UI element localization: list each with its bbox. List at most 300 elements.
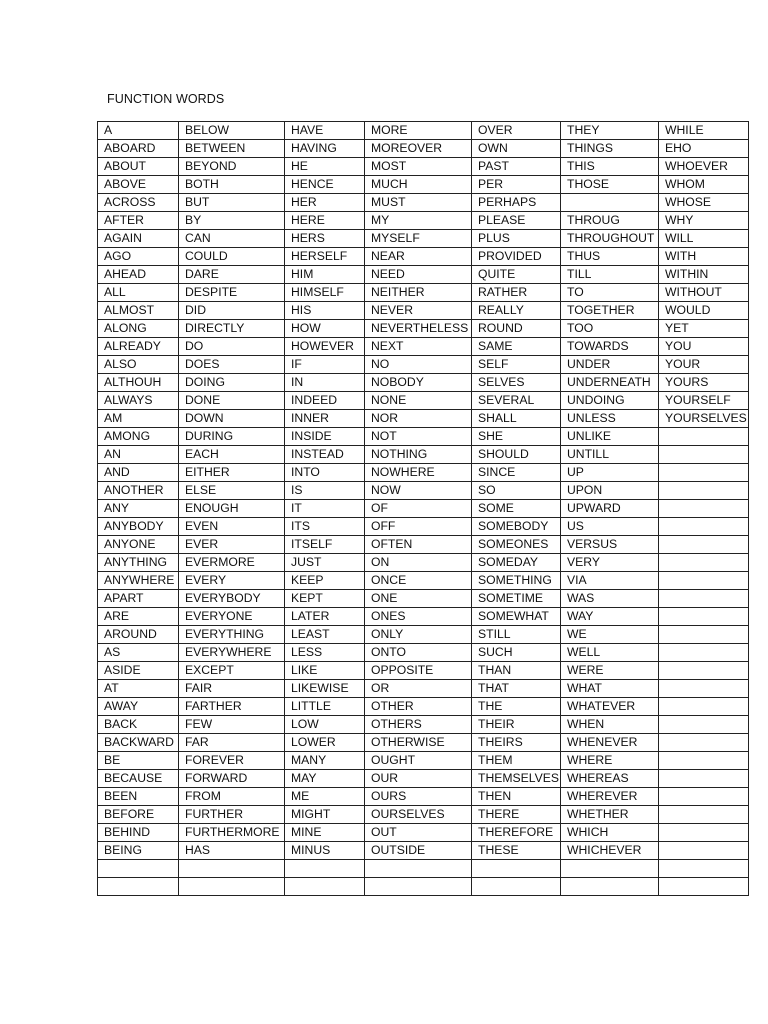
word-cell: FOREVER — [179, 752, 285, 770]
word-cell: HIM — [285, 266, 365, 284]
word-cell: INDEED — [285, 392, 365, 410]
table-row — [98, 194, 749, 212]
word-cell: LITTLE — [285, 698, 365, 716]
word-cell — [659, 734, 749, 752]
word-cell — [659, 716, 749, 734]
word-cell: REALLY — [472, 302, 561, 320]
word-cell: AHEAD — [98, 266, 179, 284]
word-cell: EHO — [659, 140, 749, 158]
word-cell: NOTHING — [365, 446, 472, 464]
word-cell: OUTSIDE — [365, 842, 472, 860]
word-cell: EVERYBODY — [179, 590, 285, 608]
word-cell: ANOTHER — [98, 482, 179, 500]
word-cell — [659, 644, 749, 662]
page-title: FUNCTION WORDS — [107, 92, 225, 106]
word-cell: IN — [285, 374, 365, 392]
word-cell: TILL — [561, 266, 659, 284]
word-cell: HE — [285, 158, 365, 176]
word-cell: WHATEVER — [561, 698, 659, 716]
word-cell — [561, 194, 659, 212]
table-row — [98, 446, 749, 464]
word-cell: WITH — [659, 248, 749, 266]
word-cell: OTHER — [365, 698, 472, 716]
table-row — [98, 536, 749, 554]
word-cell: SOMETHING — [472, 572, 561, 590]
table-row — [98, 806, 749, 824]
word-cell: EVERY — [179, 572, 285, 590]
word-cell: IS — [285, 482, 365, 500]
word-cell — [179, 860, 285, 878]
table-row — [98, 626, 749, 644]
word-cell: THAN — [472, 662, 561, 680]
word-cell: THEM — [472, 752, 561, 770]
word-cell: THAT — [472, 680, 561, 698]
word-cell: SINCE — [472, 464, 561, 482]
table-row — [98, 752, 749, 770]
word-cell: ACROSS — [98, 194, 179, 212]
word-cell: PROVIDED — [472, 248, 561, 266]
word-cell: LEAST — [285, 626, 365, 644]
word-cell: BEYOND — [179, 158, 285, 176]
word-cell: APART — [98, 590, 179, 608]
word-cell: WOULD — [659, 302, 749, 320]
word-cell: HENCE — [285, 176, 365, 194]
word-cell: NOT — [365, 428, 472, 446]
word-cell: ONTO — [365, 644, 472, 662]
word-cell: INNER — [285, 410, 365, 428]
table-row — [98, 230, 749, 248]
word-cell: MINE — [285, 824, 365, 842]
word-cell: SHE — [472, 428, 561, 446]
word-cell: THROUG — [561, 212, 659, 230]
word-cell: AS — [98, 644, 179, 662]
word-cell: ALWAYS — [98, 392, 179, 410]
word-cell: EVERYTHING — [179, 626, 285, 644]
word-cell: NOW — [365, 482, 472, 500]
word-cell — [659, 446, 749, 464]
word-cell: JUST — [285, 554, 365, 572]
table-row — [98, 698, 749, 716]
word-cell: ONCE — [365, 572, 472, 590]
word-cell — [365, 878, 472, 896]
word-cell: YOURSELVES — [659, 410, 749, 428]
word-cell: HERS — [285, 230, 365, 248]
word-cell: BACK — [98, 716, 179, 734]
word-cell: SO — [472, 482, 561, 500]
word-cell — [659, 554, 749, 572]
table-row — [98, 464, 749, 482]
word-cell: AM — [98, 410, 179, 428]
table-row — [98, 788, 749, 806]
word-cell: ABOUT — [98, 158, 179, 176]
word-cell — [659, 698, 749, 716]
word-cell — [659, 626, 749, 644]
word-cell — [365, 860, 472, 878]
word-cell: CAN — [179, 230, 285, 248]
table-row — [98, 860, 749, 878]
word-cell: MAY — [285, 770, 365, 788]
word-cell: WE — [561, 626, 659, 644]
word-cell: UPWARD — [561, 500, 659, 518]
word-cell — [659, 536, 749, 554]
word-cell: UNDERNEATH — [561, 374, 659, 392]
word-cell: AMONG — [98, 428, 179, 446]
word-cell: ONLY — [365, 626, 472, 644]
word-cell: LIKE — [285, 662, 365, 680]
table-row — [98, 734, 749, 752]
table-row — [98, 716, 749, 734]
table-row — [98, 608, 749, 626]
table-row — [98, 428, 749, 446]
word-cell: AGO — [98, 248, 179, 266]
word-cell: QUITE — [472, 266, 561, 284]
word-cell: SELVES — [472, 374, 561, 392]
word-cell: WELL — [561, 644, 659, 662]
word-cell: UNLIKE — [561, 428, 659, 446]
word-cell: NO — [365, 356, 472, 374]
word-cell: LESS — [285, 644, 365, 662]
word-cell: ANYONE — [98, 536, 179, 554]
word-cell: WHILE — [659, 122, 749, 140]
word-cell: UP — [561, 464, 659, 482]
word-cell: WHERE — [561, 752, 659, 770]
word-cell: THROUGHOUT — [561, 230, 659, 248]
table-row — [98, 842, 749, 860]
table-row — [98, 500, 749, 518]
word-cell: BEHIND — [98, 824, 179, 842]
word-cell: OURSELVES — [365, 806, 472, 824]
word-cell: THERE — [472, 806, 561, 824]
word-cell — [659, 428, 749, 446]
word-cell — [179, 878, 285, 896]
word-cell: OFF — [365, 518, 472, 536]
word-cell: DOING — [179, 374, 285, 392]
word-cell: SHOULD — [472, 446, 561, 464]
word-cell: SOMEDAY — [472, 554, 561, 572]
word-cell: FEW — [179, 716, 285, 734]
word-cell: PLEASE — [472, 212, 561, 230]
word-cell — [472, 878, 561, 896]
word-cell: VERY — [561, 554, 659, 572]
word-cell: SHALL — [472, 410, 561, 428]
table-row — [98, 356, 749, 374]
word-cell: LIKEWISE — [285, 680, 365, 698]
word-cell: ALL — [98, 284, 179, 302]
word-cell: THEMSELVES — [472, 770, 561, 788]
word-cell: DOES — [179, 356, 285, 374]
word-cell: NOR — [365, 410, 472, 428]
word-cell — [659, 464, 749, 482]
word-cell: THEIR — [472, 716, 561, 734]
word-cell: PLUS — [472, 230, 561, 248]
word-cell: EVEN — [179, 518, 285, 536]
word-cell: ON — [365, 554, 472, 572]
word-cell: OTHERS — [365, 716, 472, 734]
word-cell: MINUS — [285, 842, 365, 860]
word-cell: NOBODY — [365, 374, 472, 392]
word-cell: WERE — [561, 662, 659, 680]
word-cell: HERE — [285, 212, 365, 230]
word-cell: MORE — [365, 122, 472, 140]
word-cell: THEN — [472, 788, 561, 806]
table-row — [98, 284, 749, 302]
word-cell: MUCH — [365, 176, 472, 194]
word-cell: THEY — [561, 122, 659, 140]
word-cell: BY — [179, 212, 285, 230]
word-cell: BE — [98, 752, 179, 770]
word-cell — [561, 878, 659, 896]
word-cell: HIS — [285, 302, 365, 320]
function-words-table — [97, 121, 749, 896]
word-cell: OFTEN — [365, 536, 472, 554]
word-cell: BELOW — [179, 122, 285, 140]
word-cell: WHOEVER — [659, 158, 749, 176]
word-cell — [98, 878, 179, 896]
word-cell: FURTHER — [179, 806, 285, 824]
word-cell: THINGS — [561, 140, 659, 158]
word-cell: UNDER — [561, 356, 659, 374]
word-cell: ALONG — [98, 320, 179, 338]
word-cell: STILL — [472, 626, 561, 644]
table-row — [98, 590, 749, 608]
word-cell — [659, 752, 749, 770]
word-cell — [472, 860, 561, 878]
word-cell: OWN — [472, 140, 561, 158]
word-cell: THOSE — [561, 176, 659, 194]
word-cell: IF — [285, 356, 365, 374]
table-row — [98, 338, 749, 356]
table-row — [98, 122, 749, 140]
word-cell: ANYBODY — [98, 518, 179, 536]
table-row — [98, 158, 749, 176]
word-cell — [659, 878, 749, 896]
word-cell — [659, 572, 749, 590]
word-cell: THE — [472, 698, 561, 716]
word-cell: OPPOSITE — [365, 662, 472, 680]
word-cell: INSIDE — [285, 428, 365, 446]
word-cell: WHETHER — [561, 806, 659, 824]
word-cell: WILL — [659, 230, 749, 248]
word-cell: ALTHOUH — [98, 374, 179, 392]
word-cell: DID — [179, 302, 285, 320]
word-cell: WHEN — [561, 716, 659, 734]
table-row — [98, 266, 749, 284]
word-cell — [659, 500, 749, 518]
table-row — [98, 302, 749, 320]
word-cell: ENOUGH — [179, 500, 285, 518]
word-cell: A — [98, 122, 179, 140]
table-row — [98, 878, 749, 896]
word-cell: NEVERTHELESS — [365, 320, 472, 338]
word-cell: NOWHERE — [365, 464, 472, 482]
word-cell: NONE — [365, 392, 472, 410]
word-cell: HOWEVER — [285, 338, 365, 356]
word-cell — [659, 680, 749, 698]
table-row — [98, 212, 749, 230]
word-cell: MOST — [365, 158, 472, 176]
word-cell: HAVING — [285, 140, 365, 158]
word-cell: DARE — [179, 266, 285, 284]
word-cell: SOMEWHAT — [472, 608, 561, 626]
word-cell: WHOM — [659, 176, 749, 194]
word-cell — [98, 860, 179, 878]
word-cell: FAR — [179, 734, 285, 752]
word-cell: EVERYONE — [179, 608, 285, 626]
word-cell: ONES — [365, 608, 472, 626]
word-cell: SEVERAL — [472, 392, 561, 410]
word-cell: LATER — [285, 608, 365, 626]
word-cell: WHICHEVER — [561, 842, 659, 860]
word-cell: OR — [365, 680, 472, 698]
word-cell: MYSELF — [365, 230, 472, 248]
word-cell — [659, 806, 749, 824]
word-cell: WITHIN — [659, 266, 749, 284]
word-cell: SOME — [472, 500, 561, 518]
word-cell: INTO — [285, 464, 365, 482]
word-cell: SAME — [472, 338, 561, 356]
word-cell: FURTHERMORE — [179, 824, 285, 842]
word-cell: ABOVE — [98, 176, 179, 194]
word-cell: FORWARD — [179, 770, 285, 788]
word-cell — [659, 788, 749, 806]
word-cell: YOUR — [659, 356, 749, 374]
word-cell: ARE — [98, 608, 179, 626]
word-cell: UNLESS — [561, 410, 659, 428]
word-cell: NEVER — [365, 302, 472, 320]
word-cell: MY — [365, 212, 472, 230]
table-row — [98, 392, 749, 410]
word-cell: TOGETHER — [561, 302, 659, 320]
word-cell: ALSO — [98, 356, 179, 374]
word-cell: DOWN — [179, 410, 285, 428]
word-cell: OTHERWISE — [365, 734, 472, 752]
word-cell: SOMETIME — [472, 590, 561, 608]
word-cell: THEREFORE — [472, 824, 561, 842]
word-cell: YOURS — [659, 374, 749, 392]
word-cell: SUCH — [472, 644, 561, 662]
word-cell: DONE — [179, 392, 285, 410]
word-cell: ABOARD — [98, 140, 179, 158]
word-cell: BEFORE — [98, 806, 179, 824]
word-cell: HAVE — [285, 122, 365, 140]
word-cell — [285, 878, 365, 896]
word-cell: WHY — [659, 212, 749, 230]
word-cell: AN — [98, 446, 179, 464]
word-cell: LOWER — [285, 734, 365, 752]
word-cell: BOTH — [179, 176, 285, 194]
word-cell: ONE — [365, 590, 472, 608]
word-cell: THIS — [561, 158, 659, 176]
table-row — [98, 572, 749, 590]
word-cell: ITSELF — [285, 536, 365, 554]
word-cell — [659, 770, 749, 788]
word-cell — [285, 860, 365, 878]
word-cell: UNDOING — [561, 392, 659, 410]
word-cell: ANY — [98, 500, 179, 518]
word-cell: OUR — [365, 770, 472, 788]
word-cell: PERHAPS — [472, 194, 561, 212]
word-cell: BUT — [179, 194, 285, 212]
word-cell: YOU — [659, 338, 749, 356]
word-cell: HERSELF — [285, 248, 365, 266]
word-cell: PAST — [472, 158, 561, 176]
word-cell: SOMEBODY — [472, 518, 561, 536]
word-cell: EVERMORE — [179, 554, 285, 572]
table-row — [98, 320, 749, 338]
word-cell: KEEP — [285, 572, 365, 590]
word-cell: AND — [98, 464, 179, 482]
table-row — [98, 410, 749, 428]
word-cell: ANYTHING — [98, 554, 179, 572]
word-cell: WAY — [561, 608, 659, 626]
word-cell: TOWARDS — [561, 338, 659, 356]
word-cell: WHOSE — [659, 194, 749, 212]
word-cell: UPON — [561, 482, 659, 500]
word-cell: ROUND — [472, 320, 561, 338]
word-cell: OUGHT — [365, 752, 472, 770]
word-cell: VIA — [561, 572, 659, 590]
word-cell: NEXT — [365, 338, 472, 356]
word-cell: SELF — [472, 356, 561, 374]
word-cell: UNTILL — [561, 446, 659, 464]
word-cell: HER — [285, 194, 365, 212]
word-cell: TOO — [561, 320, 659, 338]
word-cell: DO — [179, 338, 285, 356]
word-cell: MUST — [365, 194, 472, 212]
word-cell: ALREADY — [98, 338, 179, 356]
word-cell — [659, 824, 749, 842]
table-row — [98, 680, 749, 698]
table-row — [98, 482, 749, 500]
word-cell — [659, 482, 749, 500]
word-cell — [659, 608, 749, 626]
table-row — [98, 662, 749, 680]
table-row — [98, 644, 749, 662]
table-row — [98, 140, 749, 158]
word-cell: DESPITE — [179, 284, 285, 302]
word-cell: PER — [472, 176, 561, 194]
word-cell: MANY — [285, 752, 365, 770]
word-cell: YOURSELF — [659, 392, 749, 410]
word-cell: IT — [285, 500, 365, 518]
word-cell: NEITHER — [365, 284, 472, 302]
word-cell: OF — [365, 500, 472, 518]
word-cell: DURING — [179, 428, 285, 446]
table-row — [98, 770, 749, 788]
word-cell: EITHER — [179, 464, 285, 482]
word-cell: SOMEONES — [472, 536, 561, 554]
word-cell: YET — [659, 320, 749, 338]
word-cell: NEED — [365, 266, 472, 284]
table-row — [98, 176, 749, 194]
word-cell: ELSE — [179, 482, 285, 500]
word-cell: VERSUS — [561, 536, 659, 554]
word-cell: INSTEAD — [285, 446, 365, 464]
word-cell: LOW — [285, 716, 365, 734]
word-cell: WITHOUT — [659, 284, 749, 302]
word-cell: ALMOST — [98, 302, 179, 320]
table-row — [98, 824, 749, 842]
word-cell: OVER — [472, 122, 561, 140]
word-cell: MIGHT — [285, 806, 365, 824]
word-cell — [659, 842, 749, 860]
word-cell: WAS — [561, 590, 659, 608]
word-cell: ME — [285, 788, 365, 806]
word-cell: AGAIN — [98, 230, 179, 248]
word-cell: EVER — [179, 536, 285, 554]
word-cell: RATHER — [472, 284, 561, 302]
table-row — [98, 554, 749, 572]
